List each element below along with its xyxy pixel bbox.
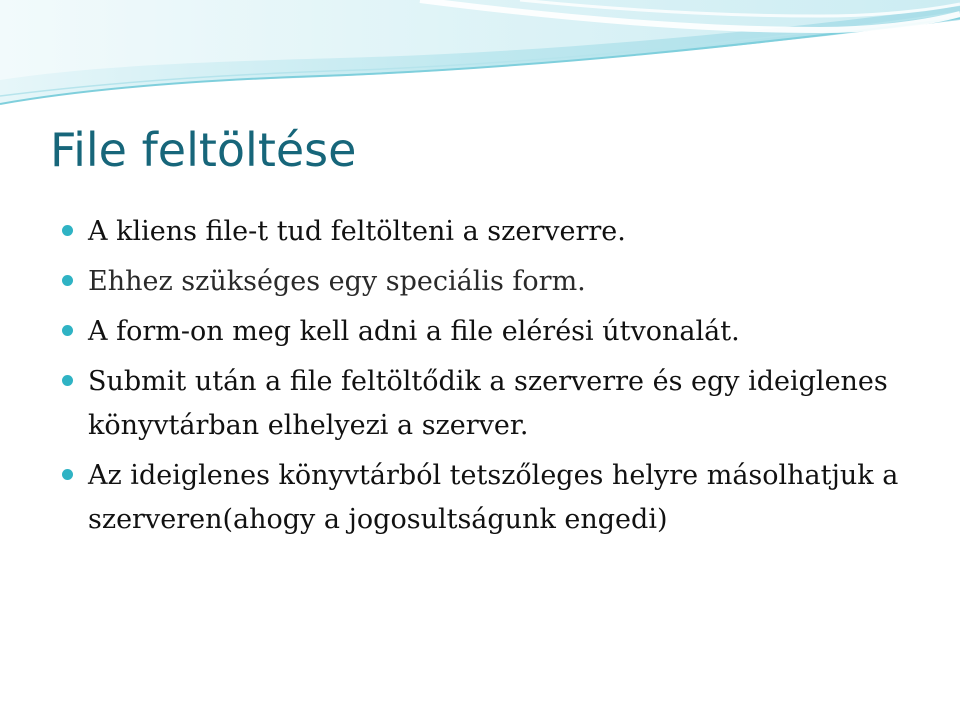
bullet-item (62, 454, 922, 542)
bullet-list (62, 210, 922, 548)
slide-title: File feltöltése (50, 123, 357, 177)
bullet-text: A kliens file-t tud feltölteni a szerverre. (88, 216, 626, 247)
bullet-dot-icon (62, 225, 73, 236)
bullet-dot-icon (62, 325, 73, 336)
bullet-dot-icon (62, 469, 73, 480)
bullet-item (62, 360, 922, 448)
bullet-text: A form-on meg kell adni a file elérési útvonalát. (88, 316, 740, 347)
bullet-dot-icon (62, 375, 73, 386)
bullet-text: Az ideiglenes könyvtárból tetszőleges helyre másolhatjuk a szerveren(ahogy a jogosultságunk engedi) (88, 460, 899, 535)
bullet-text: Submit után a file feltöltődik a szerverre és egy ideiglenes könyvtárban elhelyezi a szerver. (88, 366, 888, 441)
bullet-item (62, 260, 922, 304)
bullet-item (62, 310, 922, 354)
header-wave-decoration (0, 0, 960, 120)
bullet-item (62, 210, 922, 254)
bullet-text: Ehhez szükséges egy speciális form. (88, 266, 586, 297)
bullet-dot-icon (62, 275, 73, 286)
